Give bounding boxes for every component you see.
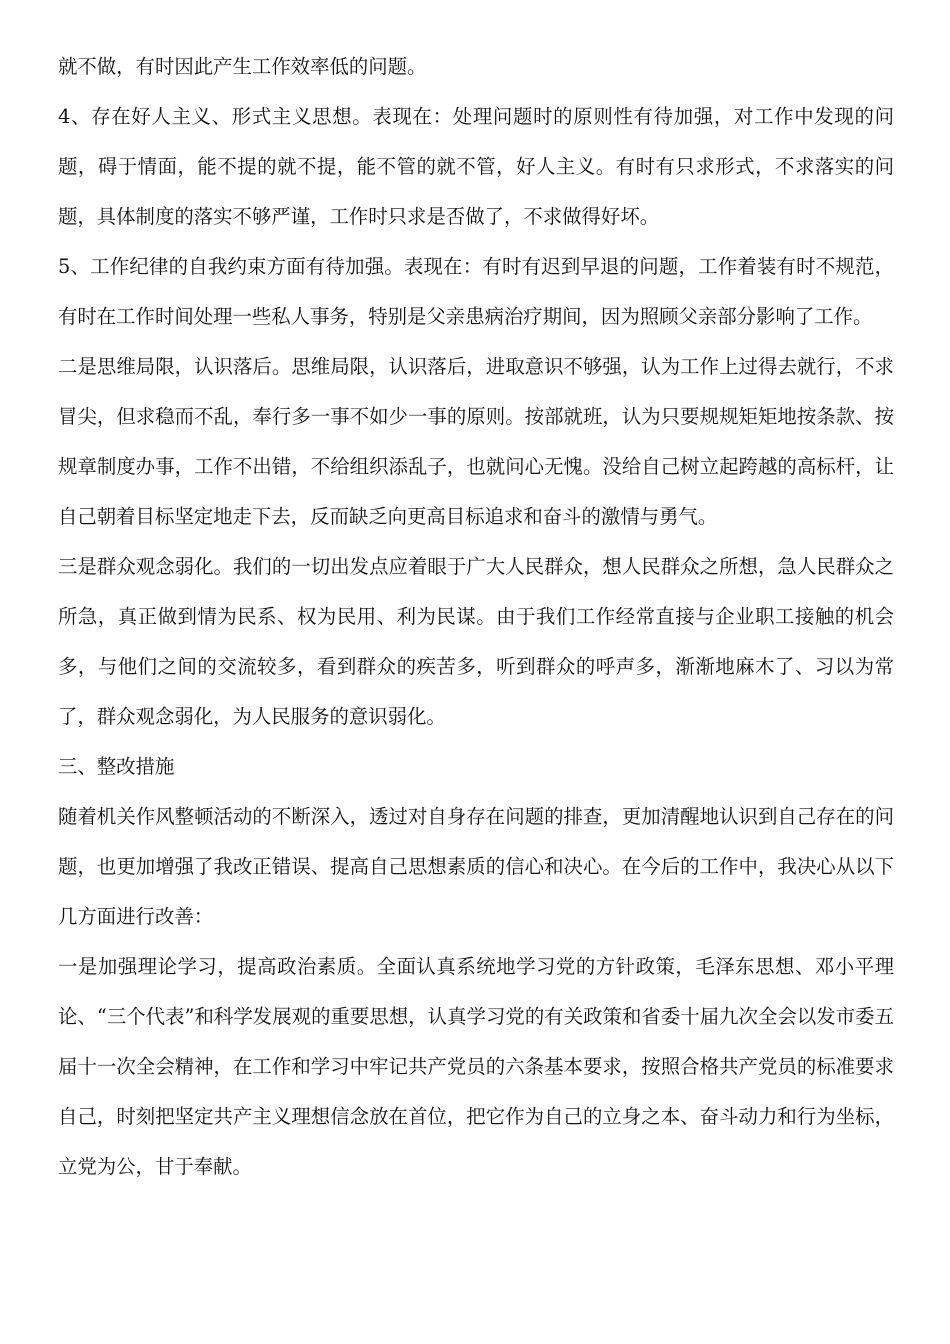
paragraph-item-5: 5、工作纪律的自我约束方面有待加强。表现在：有时有迟到早退的问题，工作着装有时不规范，有时在工作时间处理一些私人事务，特别是父亲患病治疗期间，因为照顾父亲部分影响了工作。 (58, 255, 894, 328)
paragraph-measure-one: 一是加强理论学习，提高政治素质。全面认真系统地学习党的方针政策，毛泽东思想、邓小平理论、“三个代表”和科学发展观的重要思想，认真学习党的有关政策和省委十届九次全会以发市委五届十一次全会精神，在工作和学习中牢记共产党员的六条基本要求，按照合格共产党员的标准要求自己，时刻把坚定共产主义理想信念放在首位，把它作为自己的立身之本、奋斗动力和行为坐标，立党为公，甘于奉献。 (58, 955, 894, 1178)
paragraph-point-two: 二是思维局限，认识落后。思维局限，认识落后，进取意识不够强，认为工作上过得去就行，不求冒尖，但求稳而不乱，奉行多一事不如少一事的原则。按部就班，认为只要规规矩矩地按条款、按规章制度办事，工作不出错，不给组织添乱子，也就问心无愧。没给自己树立起跨越的高标杆，让自己朝着目标坚定地走下去，反而缺乏向更高目标追求和奋斗的激情与勇气。 (58, 355, 894, 528)
paragraph-point-three: 三是群众观念弱化。我们的一切出发点应着眼于广大人民群众，想人民群众之所想，急人民群众之所急，真正做到情为民系、权为民用、利为民谋。由于我们工作经常直接与企业职工接触的机会多，与他们之间的交流较多，看到群众的疾苦多，听到群众的呼声多，渐渐地麻木了、习以为常了，群众观念弱化，为人民服务的意识弱化。 (58, 555, 894, 728)
paragraph-continuation: 就不做，有时因此产生工作效率低的问题。 (58, 55, 427, 78)
document-body (58, 42, 894, 1192)
section-heading-measures: 三、整改措施 (58, 755, 175, 778)
paragraph-item-4: 4、存在好人主义、形式主义思想。表现在：处理问题时的原则性有待加强，对工作中发现的问题，碍于情面，能不提的就不提，能不管的就不管，好人主义。有时有只求形式，不求落实的问题，具体制度的落实不够严谨，工作时只求是否做了，不求做得好坏。 (58, 105, 894, 228)
paragraph-intro-measures: 随着机关作风整顿活动的不断深入，透过对自身存在问题的排查，更加清醒地认识到自己存在的问题，也更加增强了我改正错误、提高自己思想素质的信心和决心。在今后的工作中，我决心从以下几方面进行改善： (58, 805, 894, 928)
